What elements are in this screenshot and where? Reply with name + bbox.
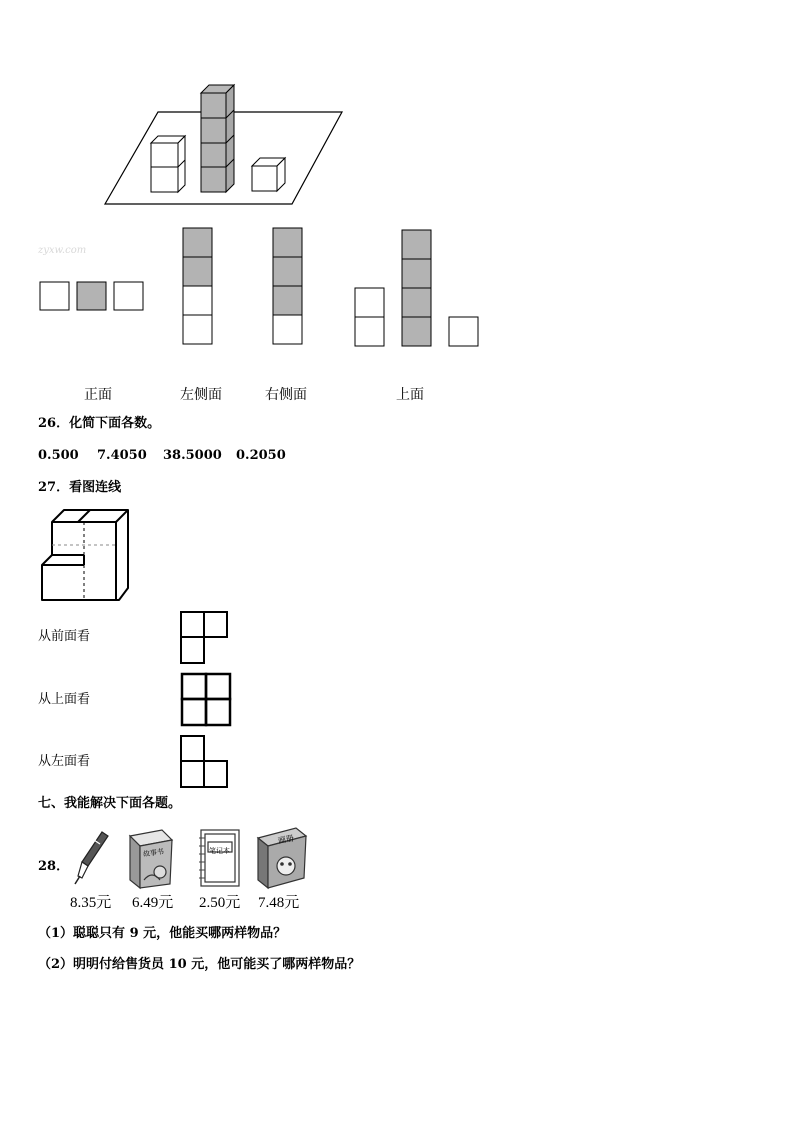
- q26-title: 26．化简下面各数。: [38, 416, 161, 431]
- label-top-view: 上面: [396, 387, 424, 403]
- notebook-price: 2.50元: [199, 895, 241, 911]
- top-view-drawing: [355, 230, 478, 346]
- q28-items: [0, 0, 340, 900]
- q27-title: 27．看图连线: [38, 480, 122, 495]
- option-front-view: 从前面看: [38, 629, 91, 644]
- q26-number-3: 38.5000: [163, 448, 222, 463]
- storybook-cover-text: 故事书: [142, 847, 165, 859]
- album-cover-text: 画册: [277, 833, 295, 846]
- notebook-cover-text: 笔记本: [209, 847, 230, 855]
- album-price: 7.48元: [258, 895, 300, 911]
- label-left-view: 左侧面: [180, 387, 222, 403]
- q28-sub2: （2）明明付给售货员 10 元，他可能买了哪两样物品？: [38, 957, 361, 972]
- label-right-view: 右侧面: [265, 387, 307, 403]
- option-top-view: 从上面看: [38, 692, 91, 707]
- option-left-view: 从左面看: [38, 754, 91, 769]
- q28-sub1: （1）聪聪只有 9 元，他能买哪两样物品？: [38, 926, 287, 941]
- q26-number-2: 7.4050: [97, 448, 147, 463]
- q28-number: 28．: [38, 859, 70, 874]
- storybook-price: 6.49元: [132, 895, 174, 911]
- watermark: zyxw.com: [38, 245, 87, 256]
- pen-icon: [75, 832, 108, 884]
- pen-price: 8.35元: [70, 895, 112, 911]
- label-front-view: 正面: [84, 387, 112, 403]
- q26-number-1: 0.500: [38, 448, 79, 463]
- q26-number-4: 0.2050: [236, 448, 286, 463]
- section7-title: 七、我能解决下面各题。: [38, 796, 182, 811]
